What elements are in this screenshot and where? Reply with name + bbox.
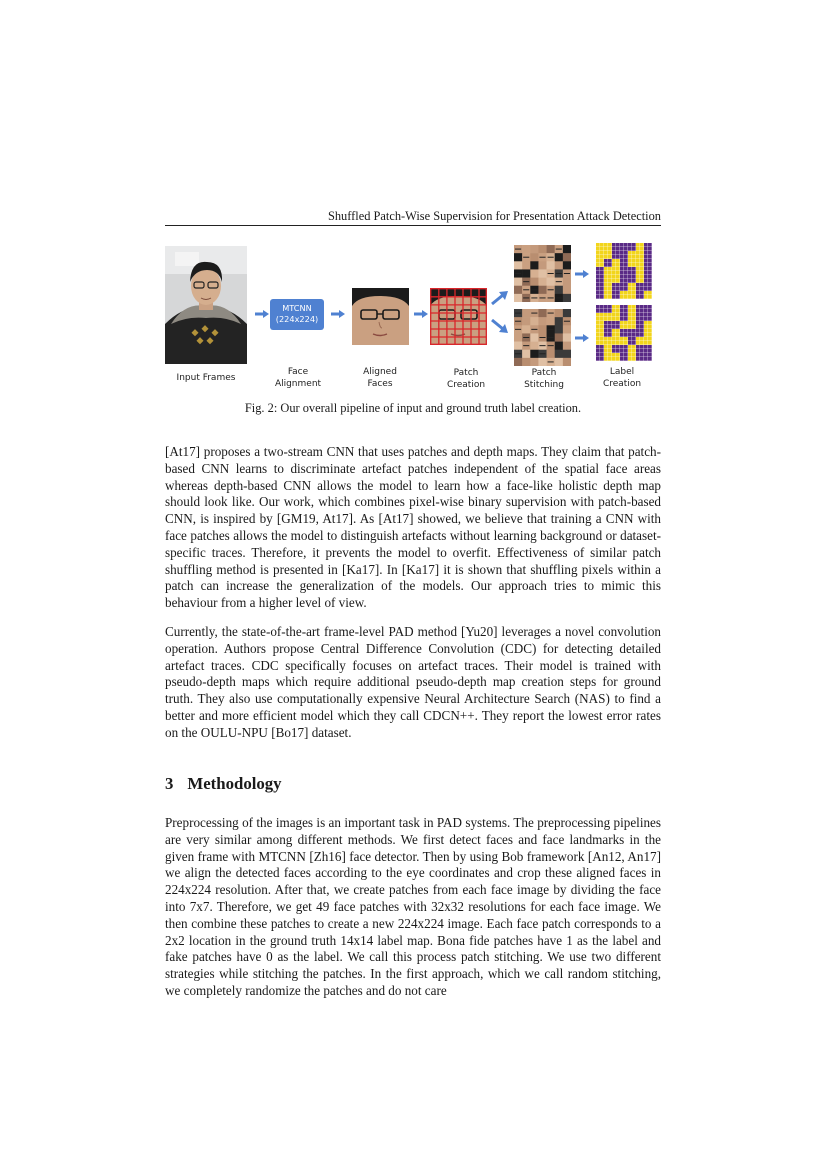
section-number: 3 <box>165 774 174 793</box>
arrow-icon <box>414 310 428 318</box>
header-rule <box>165 225 661 226</box>
body-paragraph: Currently, the state-of-the-art frame-level PAD method [Yu20] leverages a novel convolution operation. Authors propose Central Difference Convolution (CDC) for detecting detailed artefact traces. CDC specifically focuses on artefact traces. Their model is trained with pseudo-depth maps which require additional pseudo-depth map creation steps for ground truth. They also use computationally expensive Neural Architecture Search (NAS) to find a better and more efficient model which they call CDCN++. They report the lowest error rates on the OULU-NPU [Bo17] dataset. <box>165 624 661 740</box>
body-paragraph: Preprocessing of the images is an important task in PAD systems. The preprocessing pipelines are very similar among different methods. We first detect faces and face landmarks in the given frame with MTCNN [Zh16] face detector. Then by using Bob framework [An12, An17] we align the detected faces according to the eye coordinates and crop these aligned faces in 224x224 resolution. After that, we create patches from each face image by dividing the face into 7x7. Therefore, we get 49 face patches with 32x32 resolutions for each face image. We then combine these patches to create a new 224x224 image. Each face patch corresponds to a 2x2 location in the ground truth 14x14 label map. Bona fide patches have 1 as the label and fake patches have 0 as the label. We call this process patch stitching. We use two different strategies while stitching the patches. In the first approach, which we call random stitching, we completely randomize the patches and do not care <box>165 815 661 998</box>
body-paragraph: [At17] proposes a two-stream CNN that uses patches and depth maps. They claim that patch-based CNN learns to discriminate artefact patches independent of the spatial face areas whereas depth-based CNN allows the model to learn how a face-like holistic depth map should look like. Our work, which combines pixel-wise binary supervision with patch-based CNN, is inspired by [GM19, At17]. As [At17] showed, we believe that training a CNN with face patches allows the model to distinguish artefacts without learning background or dataset-specific traces. Therefore, it prevents the model to overfit. Effectiveness of similar patch shuffling method is presented in [Ka17]. In [Ka17] it is shown that shuffling pixels within a patch can increase the generalization of the models. Our approach tries to mimic this behaviour from a higher level of view. <box>165 444 661 611</box>
label-map-top <box>593 240 655 302</box>
section-title: Methodology <box>187 774 282 793</box>
mtcnn-resolution: (224x224) <box>275 314 319 324</box>
stage-label-label-creation: Label Creation <box>602 367 642 390</box>
stage-label-patch-creation: Patch Creation <box>446 368 486 391</box>
arrow-up-icon <box>491 290 509 306</box>
mtcnn-label: MTCNN <box>282 303 312 313</box>
stitched-patches-bottom <box>514 309 571 366</box>
arrow-icon <box>575 270 589 278</box>
figure-caption: Fig. 2: Our overall pipeline of input and ground truth label creation. <box>244 401 582 415</box>
mtcnn-box <box>270 299 324 330</box>
label-map-bottom <box>593 302 655 364</box>
input-frame-photo <box>165 246 247 364</box>
arrow-down-icon <box>491 318 509 334</box>
stage-label-patch-stitching: Patch Stitching <box>524 368 564 391</box>
running-head: Shuffled Patch-Wise Supervision for Presentation Attack Detection <box>327 209 661 223</box>
section-heading <box>165 774 282 794</box>
stitched-patches-top <box>514 245 571 302</box>
arrow-icon <box>575 334 589 342</box>
stage-label-aligned-faces: Aligned Faces <box>363 367 397 390</box>
patch-grid-photo <box>430 288 487 345</box>
stage-label-input-frames: Input Frames <box>176 373 236 383</box>
arrow-icon <box>255 310 269 318</box>
arrow-icon <box>331 310 345 318</box>
stage-label-face-alignment: Face Alignment <box>274 367 322 390</box>
aligned-face-photo <box>352 288 409 345</box>
